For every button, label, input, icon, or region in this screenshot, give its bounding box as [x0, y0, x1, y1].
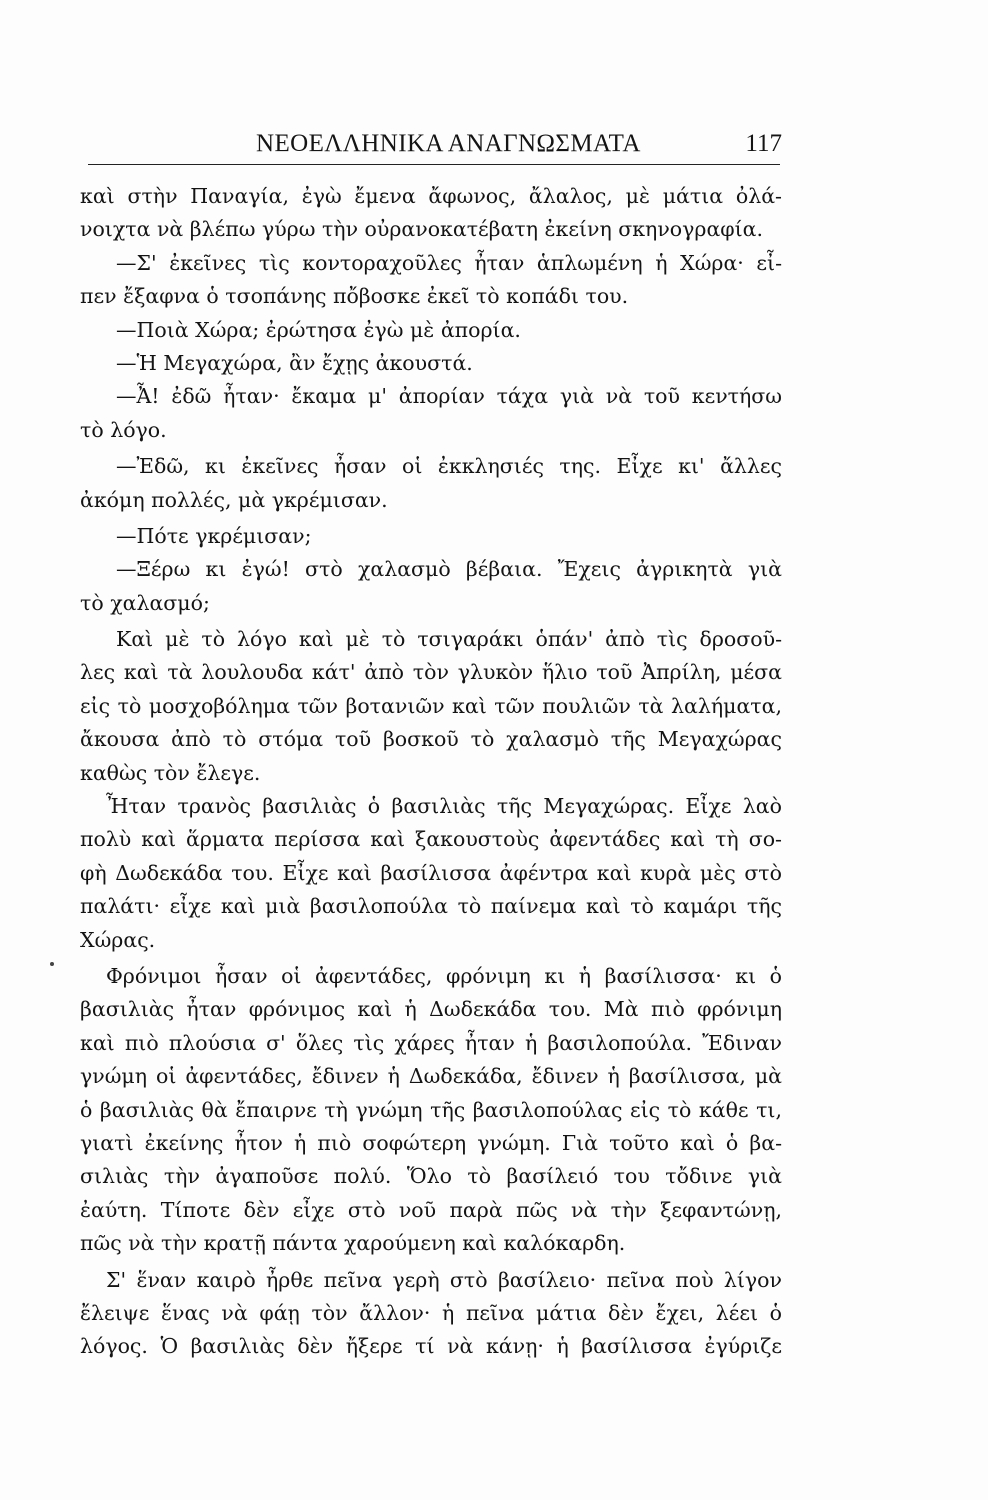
text-line: πεν ἔξαφνα ὁ τσοπάνης πὄβοσκε ἐκεῖ τὸ κοπάδι του.: [80, 284, 629, 309]
text-line: λες καὶ τὰ λουλουδα κάτ' ἀπὸ τὸν γλυκὸν ἥλιο τοῦ Ἀπρίλη, μέσα: [80, 660, 782, 685]
text-line: Ἦταν τρανὸς βασιλιὰς ὁ βασιλιὰς τῆς Μεγαχώρας. Εἶχε λαὸ: [106, 794, 782, 819]
text-line: βασιλιὰς ἦταν φρόνιμος καὶ ἡ Δωδεκάδα του. Μὰ πιὸ φρόνιμη: [80, 997, 782, 1022]
text-line: ὁ βασιλιὰς θὰ ἔπαιρνε τὴ γνώμη τῆς βασιλοπούλας εἰς τὸ κάθε τι,: [80, 1097, 782, 1122]
text-line: καὶ στὴν Παναγία, ἐγὼ ἔμενα ἄφωνος, ἄλαλος, μὲ μάτια ὀλά-: [80, 184, 782, 208]
text-line: —Ἆ! ἐδῶ ἦταν· ἔκαμα μ' ἀπορίαν τάχα γιὰ νὰ τοῦ κεντήσω: [116, 384, 782, 409]
text-line: νοιχτα νὰ βλέπω γύρω τὴν οὐρανοκατέβατη ἐκείνη σκηνογραφία.: [80, 217, 764, 242]
text-line: Καὶ μὲ τὸ λόγο καὶ μὲ τὸ τσιγαράκι ὁπάν' ἀπὸ τὶς δροσοῦ-: [116, 627, 782, 652]
text-line: —Ἐδῶ, κι ἐκεῖνες ἦσαν οἱ ἐκκλησιές της. Εἶχε κι' ἄλλες: [116, 454, 782, 479]
text-line: εἰς τὸ μοσχοβόλημα τῶν βοτανιῶν καὶ τῶν πουλιῶν τὰ λαλήματα,: [80, 693, 782, 718]
text-line: πῶς νὰ τὴν κρατῇ πάντα χαρούμενη καὶ καλόκαρδη.: [80, 1231, 626, 1256]
running-title: ΝΕΟΕΛΛΗΝΙΚΑ ΑΝΑΓΝΩΣΜΑΤΑ: [256, 130, 641, 157]
body-text: [80, 180, 782, 1364]
text-line: —Ἡ Μεγαχώρα, ἂν ἔχῃς ἀκουστά.: [116, 350, 473, 375]
page-header: [88, 126, 782, 166]
text-line: σιλιὰς τὴν ἀγαποῦσε πολύ. Ὅλο τὸ βασίλειό του τὄδινε γιὰ: [80, 1164, 782, 1189]
text-line: παλάτι· εἶχε καὶ μιὰ βασιλοπούλα τὸ παίνεμα καὶ τὸ καμάρι τῆς: [80, 894, 782, 919]
text-line: —Ποιὰ Χώρα; ἐρώτησα ἐγὼ μὲ ἀπορία.: [116, 317, 521, 342]
text-line: ἔλειψε ἕνας νὰ φάῃ τὸν ἄλλον· ἡ πεῖνα μάτια δὲν ἔχει, λέει ὁ: [80, 1300, 782, 1325]
text-line: ἐαύτη. Τίποτε δὲν εἶχε στὸ νοῦ παρὰ πῶς νὰ τὴν ξεφαντώνῃ,: [80, 1197, 782, 1222]
text-line: Φρόνιμοι ἦσαν οἱ ἀφεντάδες, φρόνιμη κι ἡ βασίλισσα· κι ὁ: [106, 963, 782, 988]
page-number: 117: [745, 130, 782, 157]
text-line: γνώμη οἱ ἀφεντάδες, ἔδινεν ἡ Δωδεκάδα, ἔδινεν ἡ βασίλισσα, μὰ: [80, 1064, 782, 1089]
text-line: τὸ χαλασμό;: [80, 590, 210, 615]
text-line: Σ' ἕναν καιρὸ ἦρθε πεῖνα γερὴ στὸ βασίλειο· πεῖνα ποὺ λίγον: [106, 1267, 782, 1292]
header-rule: [88, 164, 780, 165]
text-line: ἀκόμη πολλές, μὰ γκρέμισαν.: [80, 487, 388, 512]
text-line: γιατὶ ἐκείνης ἦτον ἡ πιὸ σοφώτερη γνώμη. Γιὰ τοῦτο καὶ ὁ βα-: [80, 1130, 782, 1155]
text-line: πολὺ καὶ ἅρματα περίσσα καὶ ξακουστοὺς ἀφεντάδες καὶ τὴ σο-: [80, 827, 782, 852]
text-line: καθὼς τὸν ἔλεγε.: [80, 760, 261, 785]
text-line: —Ξέρω κι ἐγώ! στὸ χαλασμὸ βέβαια. Ἔχεις ἀγρικητὰ γιὰ: [116, 557, 782, 582]
text-line: φὴ Δωδεκάδα του. Εἶχε καὶ βασίλισσα ἀφέντρα καὶ κυρὰ μὲς στὸ: [80, 860, 782, 885]
text-line: —Σ' ἐκεῖνες τὶς κοντοραχοῦλες ἦταν ἁπλωμένη ἡ Χώρα· εἶ-: [116, 250, 782, 275]
text-line: ἄκουσα ἀπὸ τὸ στόμα τοῦ βοσκοῦ τὸ χαλασμὸ τῆς Μεγαχώρας: [80, 727, 782, 752]
text-line: Χώρας.: [80, 927, 156, 952]
text-line: τὸ λόγο.: [80, 417, 167, 442]
text-line: —Πότε γκρέμισαν;: [116, 523, 312, 548]
ink-speck: [50, 962, 54, 966]
text-line: καὶ πιὸ πλούσια σ' ὅλες τὶς χάρες ἦταν ἡ βασιλοπούλα. Ἔδιναν: [80, 1030, 782, 1055]
text-line: λόγος. Ὁ βασιλιὰς δὲν ἤξερε τί νὰ κάνῃ· ἡ βασίλισσα ἐγύριζε: [80, 1334, 782, 1359]
